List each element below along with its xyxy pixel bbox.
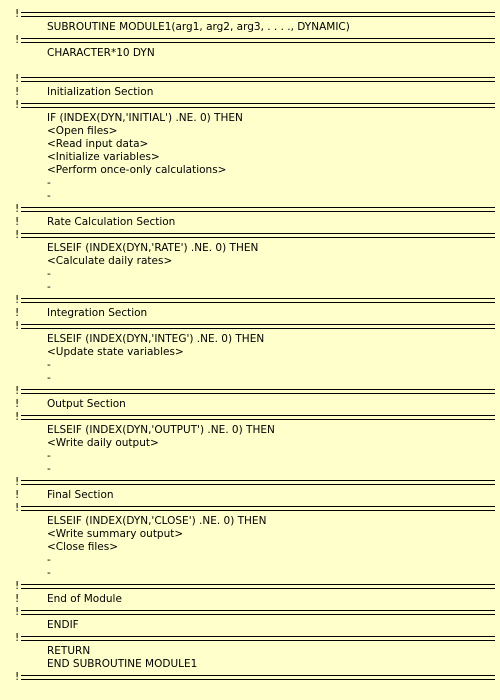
- comment-marker: !: [15, 489, 20, 501]
- section-title: Initialization Section: [47, 86, 154, 98]
- comment-marker: !: [15, 73, 20, 85]
- code-text: -: [47, 567, 51, 579]
- separator-line: [15, 476, 495, 489]
- double-rule: [21, 207, 495, 212]
- double-rule: [21, 38, 495, 43]
- double-rule: [21, 12, 495, 17]
- section-title: Final Section: [47, 489, 114, 501]
- double-rule: [21, 77, 495, 82]
- code-line: [15, 190, 495, 203]
- separator-line: [15, 99, 495, 112]
- separator-line: [15, 671, 495, 684]
- section-header-line: [15, 216, 495, 229]
- code-text: -: [47, 554, 51, 566]
- double-rule: [21, 636, 495, 641]
- code-line: [15, 255, 495, 268]
- double-rule: [21, 103, 495, 108]
- comment-marker: !: [15, 294, 20, 306]
- comment-marker: !: [15, 229, 20, 241]
- code-text: END SUBROUTINE MODULE1: [47, 658, 198, 670]
- comment-marker: !: [15, 307, 20, 319]
- code-line: [15, 164, 495, 177]
- separator-line: [15, 229, 495, 242]
- code-text: <Write daily output>: [47, 437, 159, 449]
- comment-marker: !: [15, 99, 20, 111]
- blank-line: [15, 60, 495, 73]
- comment-marker: !: [15, 411, 20, 423]
- section-title: End of Module: [47, 593, 122, 605]
- section-header-line: [15, 86, 495, 99]
- code-text: ELSEIF (INDEX(DYN,'CLOSE') .NE. 0) THEN: [47, 515, 267, 527]
- code-line: [15, 437, 495, 450]
- code-line: [15, 619, 495, 632]
- comment-marker: !: [15, 8, 20, 20]
- separator-line: [15, 606, 495, 619]
- double-rule: [21, 610, 495, 615]
- code-line: [15, 346, 495, 359]
- code-text: <Open files>: [47, 125, 118, 137]
- code-text: ELSEIF (INDEX(DYN,'RATE') .NE. 0) THEN: [47, 242, 259, 254]
- code-line: [15, 242, 495, 255]
- code-listing: [15, 8, 495, 684]
- code-text: <Calculate daily rates>: [47, 255, 173, 267]
- code-line: [15, 372, 495, 385]
- code-text: <Update state variables>: [47, 346, 184, 358]
- section-title: Output Section: [47, 398, 126, 410]
- separator-line: [15, 385, 495, 398]
- separator-line: [15, 34, 495, 47]
- comment-marker: !: [15, 34, 20, 46]
- code-line: [15, 658, 495, 671]
- comment-marker: !: [15, 398, 20, 410]
- section-header-line: [15, 489, 495, 502]
- separator-line: [15, 8, 495, 21]
- code-line: [15, 528, 495, 541]
- code-line: [15, 177, 495, 190]
- section-header-line: [15, 398, 495, 411]
- separator-line: [15, 320, 495, 333]
- code-text: SUBROUTINE MODULE1(arg1, arg2, arg3, . . . ., DYNAMIC): [47, 21, 350, 33]
- double-rule: [21, 480, 495, 485]
- comment-marker: !: [15, 502, 20, 514]
- comment-marker: !: [15, 203, 20, 215]
- comment-marker: !: [15, 476, 20, 488]
- double-rule: [21, 506, 495, 511]
- code-line: [15, 112, 495, 125]
- separator-line: [15, 580, 495, 593]
- comment-marker: !: [15, 320, 20, 332]
- code-text: -: [47, 190, 51, 202]
- code-text: -: [47, 359, 51, 371]
- code-line: [15, 125, 495, 138]
- double-rule: [21, 389, 495, 394]
- section-header-line: [15, 593, 495, 606]
- code-text: -: [47, 463, 51, 475]
- section-header-line: [15, 307, 495, 320]
- code-line: [15, 151, 495, 164]
- code-line: [15, 47, 495, 60]
- code-line: [15, 138, 495, 151]
- code-line: [15, 333, 495, 346]
- comment-marker: !: [15, 593, 20, 605]
- separator-line: [15, 203, 495, 216]
- code-line: [15, 567, 495, 580]
- code-text: ELSEIF (INDEX(DYN,'OUTPUT') .NE. 0) THEN: [47, 424, 275, 436]
- code-text: <Write summary output>: [47, 528, 184, 540]
- comment-marker: !: [15, 86, 20, 98]
- code-text: <Initialize variables>: [47, 151, 160, 163]
- code-text: IF (INDEX(DYN,'INITIAL') .NE. 0) THEN: [47, 112, 243, 124]
- code-line: [15, 424, 495, 437]
- code-text: -: [47, 281, 51, 293]
- code-line: [15, 515, 495, 528]
- double-rule: [21, 233, 495, 238]
- section-title: Integration Section: [47, 307, 148, 319]
- double-rule: [21, 324, 495, 329]
- separator-line: [15, 632, 495, 645]
- separator-line: [15, 411, 495, 424]
- separator-line: [15, 294, 495, 307]
- code-line: [15, 281, 495, 294]
- code-text: CHARACTER*10 DYN: [47, 47, 155, 59]
- code-line: [15, 541, 495, 554]
- code-text: -: [47, 177, 51, 189]
- code-line: [15, 21, 495, 34]
- double-rule: [21, 584, 495, 589]
- comment-marker: !: [15, 671, 20, 683]
- separator-line: [15, 502, 495, 515]
- code-text: RETURN: [47, 645, 91, 657]
- double-rule: [21, 675, 495, 680]
- code-line: [15, 268, 495, 281]
- code-line: [15, 554, 495, 567]
- code-text: -: [47, 450, 51, 462]
- code-text: ENDIF: [47, 619, 79, 631]
- code-line: [15, 645, 495, 658]
- comment-marker: !: [15, 216, 20, 228]
- comment-marker: !: [15, 580, 20, 592]
- separator-line: [15, 73, 495, 86]
- comment-marker: !: [15, 632, 20, 644]
- comment-marker: !: [15, 606, 20, 618]
- code-text: <Perform once-only calculations>: [47, 164, 227, 176]
- code-text: ELSEIF (INDEX(DYN,'INTEG') .NE. 0) THEN: [47, 333, 265, 345]
- double-rule: [21, 415, 495, 420]
- comment-marker: !: [15, 385, 20, 397]
- code-text: <Read input data>: [47, 138, 149, 150]
- section-title: Rate Calculation Section: [47, 216, 176, 228]
- code-text: -: [47, 372, 51, 384]
- code-text: -: [47, 268, 51, 280]
- code-text: <Close files>: [47, 541, 118, 553]
- code-line: [15, 359, 495, 372]
- code-line: [15, 463, 495, 476]
- double-rule: [21, 298, 495, 303]
- code-line: [15, 450, 495, 463]
